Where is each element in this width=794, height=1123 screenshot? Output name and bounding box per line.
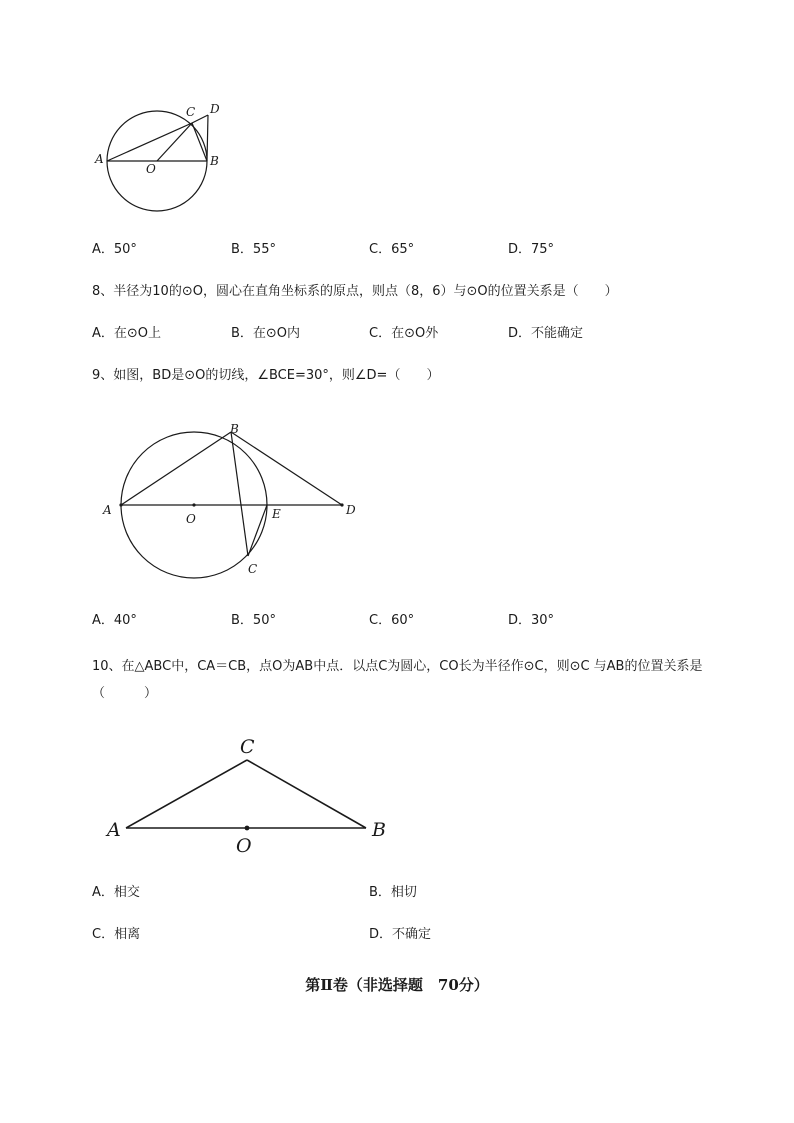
figure-tangent-bd [95,415,370,585]
q10-question: 10、在△ABC中，CA＝CB，点O为AB中点．以点C为圆心，CO长为半径作⊙C，则⊙C 与AB的位置关系是（ ） [92,659,703,701]
label-d: D [210,102,220,116]
label-o: O [236,835,252,857]
chord-bc [231,432,248,556]
q9-option-b[interactable]: B．50° [231,613,276,628]
label-a: A [95,152,104,166]
q10-option-c[interactable]: C．相离 [92,927,141,942]
figure-triangle-abc-svg [100,730,400,860]
label-c: C [186,105,196,119]
label-c: C [240,736,255,758]
q9-option-c[interactable]: C．60° [369,613,415,628]
q8-option-c[interactable]: C．在⊙O外 [369,326,439,341]
label-a: A [103,503,112,517]
point-d [340,503,343,506]
label-e: E [272,507,281,521]
q8-question: 8、半径为10的⊙O，圆心在直角坐标系的原点，则点（8，6）与⊙O的位置关系是（ ） [92,284,618,299]
q10-option-d[interactable]: D．不确定 [369,927,432,942]
figure-tangent-bd-svg [95,415,370,585]
side-ac [126,760,247,828]
label-o: O [146,162,156,176]
point-a [119,503,122,506]
q7-option-d[interactable]: D．75° [508,242,555,257]
label-c: C [248,562,258,576]
label-b: B [372,819,386,841]
label-b: B [230,422,239,436]
q7-option-a[interactable]: A．50° [92,242,137,257]
label-b: B [210,154,219,168]
figure-circle-abcd [90,95,230,220]
figure-circle-abcd-svg [90,95,230,220]
point-o [192,503,195,506]
chord-ab [121,432,231,505]
q7-option-b[interactable]: B．55° [231,242,276,257]
side-cb [247,760,366,828]
q9-option-d[interactable]: D．30° [508,613,555,628]
point-o [245,826,250,831]
figure-triangle-abc [100,730,400,860]
chord-cb [192,123,207,161]
q8-option-a[interactable]: A．在⊙O上 [92,326,162,341]
chord-ce [248,505,267,556]
tangent-bd [231,432,342,505]
q9-option-a[interactable]: A．40° [92,613,137,628]
q10-option-a[interactable]: A．相交 [92,885,140,900]
label-d: D [346,503,356,517]
q10-option-b[interactable]: B．相切 [369,885,417,900]
segment-db [207,115,208,161]
label-a: A [107,819,121,841]
q7-option-c[interactable]: C．65° [369,242,415,257]
segment-oc [157,123,192,161]
chord-ac [107,123,192,161]
q8-option-b[interactable]: B．在⊙O内 [231,326,301,341]
section-title: 第Ⅱ卷（非选择题 70分） [305,976,489,994]
label-o: O [186,512,196,526]
q8-option-d[interactable]: D．不能确定 [508,326,584,341]
q9-question: 9、如图，BD是⊙O的切线，∠BCE=30°，则∠D=（ ） [92,368,440,383]
